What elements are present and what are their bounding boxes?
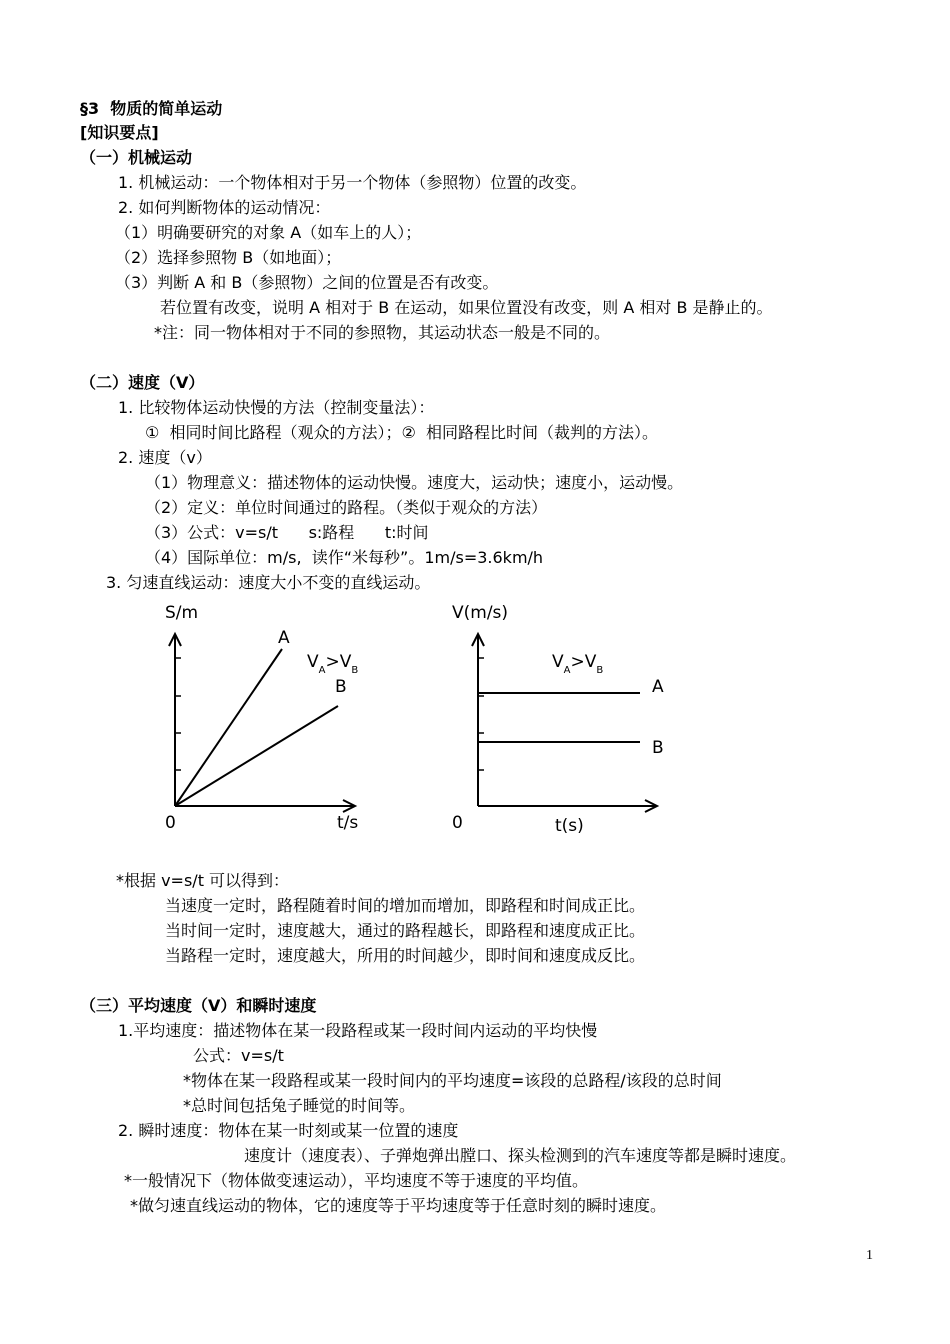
text-line: 当时间一定时，速度越大，通过的路程越长，即路程和速度成正比。 (165, 921, 646, 940)
text-line: （3）公式：v=s/t s:路程 t:时间 (145, 523, 429, 542)
text-line: 1. 比较物体运动快慢的方法（控制变量法）： (118, 398, 435, 417)
v-t-label-b: B (652, 738, 664, 758)
s-t-relation: $V_A>V_B$ (307, 652, 359, 676)
text-line: 速度计（速度表）、子弹炮弹出膛口、探头检测到的汽车速度等都是瞬时速度。 (244, 1146, 797, 1165)
motion-graphs (150, 596, 690, 846)
section-header: [知识要点] (80, 123, 159, 142)
s-t-label-b: B (335, 677, 347, 697)
text-line: 2. 速度（v） (118, 448, 212, 467)
page-title: §3 物质的简单运动 (80, 99, 223, 118)
s-t-graph (165, 603, 358, 833)
note-line: *做匀速直线运动的物体，它的速度等于平均速度等于任意时刻的瞬时速度。 (130, 1196, 667, 1215)
text-line: （1）物理意义：描述物体的运动快慢。速度大，运动快；速度小，运动慢。 (145, 473, 684, 492)
text-line: 若位置有改变，说明 A 相对于 B 在运动，如果位置没有改变，则 A 相对 B 是静止的。 (160, 298, 773, 317)
v-t-origin: 0 (452, 813, 463, 833)
heading-average-speed: （三）平均速度（V）和瞬时速度 (80, 996, 317, 1015)
s-t-label-a: A (278, 628, 290, 648)
v-t-label-a: A (652, 677, 664, 697)
text-line: 当路程一定时，速度越大，所用的时间越少，即时间和速度成反比。 (165, 946, 646, 965)
text-line: 2. 瞬时速度：物体在某一时刻或某一位置的速度 (118, 1121, 459, 1140)
note-line: *物体在某一段路程或某一段时间内的平均速度=该段的总路程/该段的总时间 (183, 1071, 722, 1090)
note-line: *注：同一物体相对于不同的参照物，其运动状态一般是不同的。 (154, 323, 611, 342)
text-line: （2）定义：单位时间通过的路程。（类似于观众的方法） (145, 498, 548, 517)
v-t-relation: $V_A>V_B$ (552, 652, 604, 676)
text-line: 1. 机械运动：一个物体相对于另一个物体（参照物）位置的改变。 (118, 173, 587, 192)
text-line: （1）明确要研究的对象 A（如车上的人）； (115, 223, 422, 242)
text-line: ① 相同时间比路程（观众的方法）；② 相同路程比时间（裁判的方法）。 (145, 423, 659, 442)
s-t-line-b (175, 706, 338, 806)
v-t-graph (452, 603, 664, 836)
text-line: 当速度一定时，路程随着时间的增加而增加，即路程和时间成正比。 (165, 896, 646, 915)
heading-mechanical-motion: （一）机械运动 (80, 148, 193, 167)
derived-intro: *根据 v=s/t 可以得到： (116, 871, 290, 890)
formula-line: 公式：v=s/t (193, 1046, 284, 1065)
v-t-xlabel: t(s) (555, 816, 584, 836)
text-line: （3）判断 A 和 B（参照物）之间的位置是否有改变。 (115, 273, 499, 292)
note-line: *总时间包括兔子睡觉的时间等。 (183, 1096, 416, 1115)
s-t-ylabel: S/m (165, 603, 199, 623)
s-t-origin: 0 (165, 813, 176, 833)
s-t-xlabel: t/s (337, 813, 359, 833)
text-line: 3. 匀速直线运动：速度大小不变的直线运动。 (106, 573, 431, 592)
text-line: 2. 如何判断物体的运动情况： (118, 198, 331, 217)
v-t-ylabel: V(m/s) (452, 603, 509, 623)
heading-speed: （二）速度（V） (80, 373, 205, 392)
page-number: 1 (866, 1248, 873, 1263)
note-line: *一般情况下（物体做变速运动），平均速度不等于速度的平均值。 (124, 1171, 589, 1190)
s-t-line-a (175, 649, 282, 806)
text-line: （2）选择参照物 B（如地面）； (115, 248, 342, 267)
text-line: 1.平均速度：描述物体在某一段路程或某一段时间内运动的平均快慢 (118, 1021, 598, 1040)
text-line: （4）国际单位：m/s, 读作“米每秒”。1m/s=3.6km/h (145, 548, 544, 567)
